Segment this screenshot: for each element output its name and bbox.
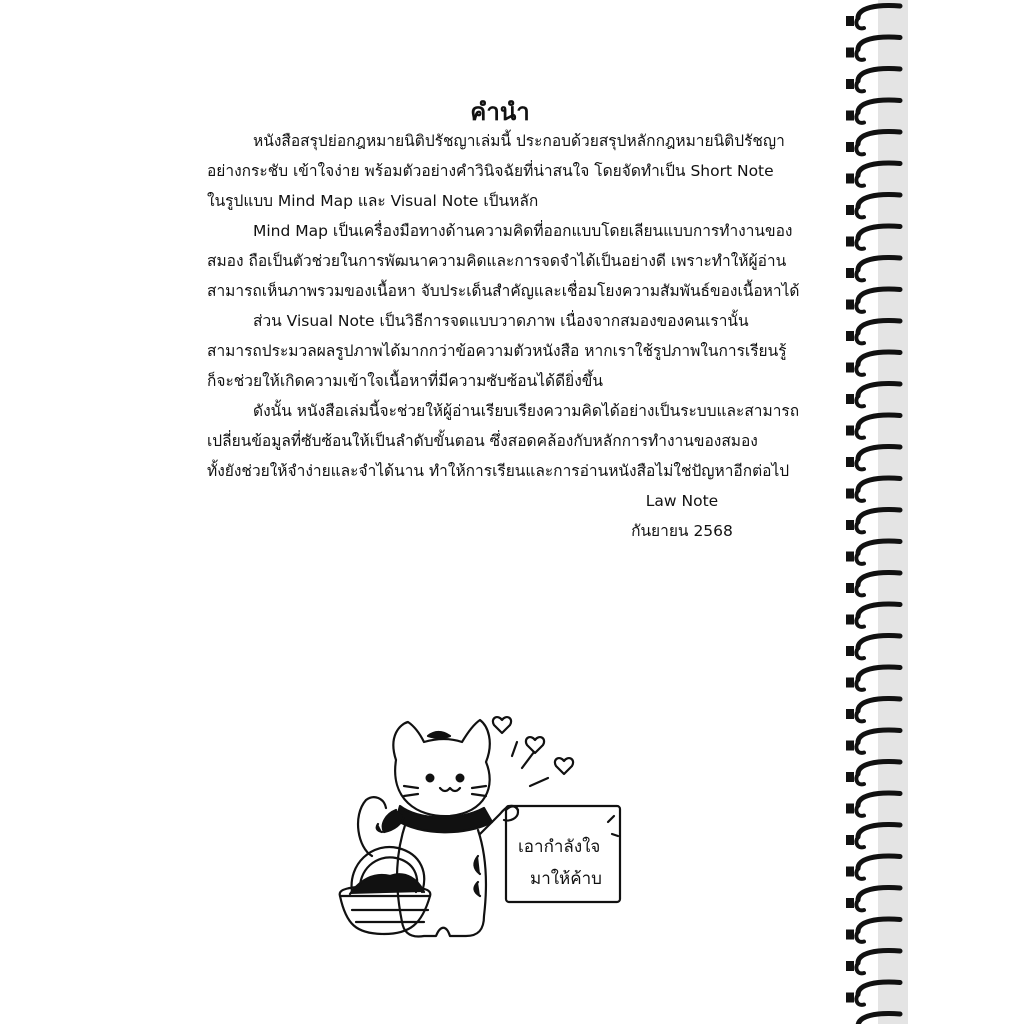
text-line: อย่างกระชับ เข้าใจง่าย พร้อมตัวอย่างคำวินิจฉัยที่น่าสนใจ โดยจัดทำเป็น Short Note	[207, 162, 774, 180]
sign-text: เอากำลังใจ	[518, 837, 601, 857]
sparkle-line	[522, 752, 534, 768]
paragraph	[207, 126, 807, 216]
heart-icon	[526, 737, 544, 753]
cat-mouth	[440, 788, 460, 791]
cat-eye	[427, 775, 434, 782]
cat-illustration	[330, 706, 630, 956]
heart-icon	[493, 717, 511, 733]
text-line: สมอง ถือเป็นตัวช่วยในการพัฒนาความคิดและการจดจำได้เป็นอย่างดี เพราะทำให้ผู้อ่าน	[207, 252, 787, 270]
cat-scarf	[396, 806, 492, 832]
sign-text: มาให้ค้าบ	[530, 869, 602, 889]
page-title: คำนำ	[470, 98, 530, 126]
text-line: สามารถประมวลผลรูปภาพได้มากกว่าข้อความตัวหนังสือ หากเราใช้รูปภาพในการเรียนรู้	[207, 342, 787, 360]
paragraph	[207, 216, 807, 306]
text-line: หนังสือสรุปย่อกฎหมายนิติปรัชญาเล่มนี้ ประกอบด้วยสรุปหลักกฎหมายนิติปรัชญา	[253, 132, 785, 150]
cat-head-spot	[428, 732, 450, 738]
basket	[340, 896, 430, 934]
text-line: ทั้งยังช่วยให้จำง่ายและจำได้นาน ทำให้การเรียนและการอ่านหนังสือไม่ใช่ปัญหาอีกต่อไป	[207, 462, 790, 480]
text-line: ก็จะช่วยให้เกิดความเข้าใจเนื้อหาที่มีความซับซ้อนได้ดียิ่งขึ้น	[207, 372, 603, 390]
text-line: Mind Map เป็นเครื่องมือทางด้านความคิดที่ออกแบบโดยเลียนแบบการทำงานของ	[253, 222, 793, 240]
signature-date: กันยายน 2568	[631, 522, 733, 540]
author-name: Law Note	[645, 492, 719, 510]
spiral-binding	[838, 0, 908, 1024]
heart-icon	[555, 758, 573, 774]
paragraph	[207, 306, 807, 396]
paragraph	[207, 396, 807, 486]
text-line: ดังนั้น หนังสือเล่มนี้จะช่วยให้ผู้อ่านเรียบเรียงความคิดได้อย่างเป็นระบบและสามารถ	[253, 402, 800, 420]
cat-body-spot	[474, 856, 480, 874]
text-line: สามารถเห็นภาพรวมของเนื้อหา จับประเด็นสำคัญและเชื่อมโยงความสัมพันธ์ของเนื้อหาได้	[207, 282, 800, 300]
text-line: ในรูปแบบ Mind Map และ Visual Note เป็นหลัก	[207, 192, 539, 210]
signature-block	[612, 486, 752, 546]
sparkle-line	[512, 742, 517, 756]
preface-body	[207, 126, 807, 486]
text-line: ส่วน Visual Note เป็นวิธีการจดแบบวาดภาพ เนื่องจากสมองของคนเรานั้น	[253, 312, 749, 330]
text-line: เปลี่ยนข้อมูลที่ซับซ้อนให้เป็นลำดับขั้นตอน ซึ่งสอดคล้องกับหลักการทำงานของสมอง	[207, 432, 758, 450]
sparkle-line	[530, 778, 548, 786]
cat-eye	[457, 775, 464, 782]
